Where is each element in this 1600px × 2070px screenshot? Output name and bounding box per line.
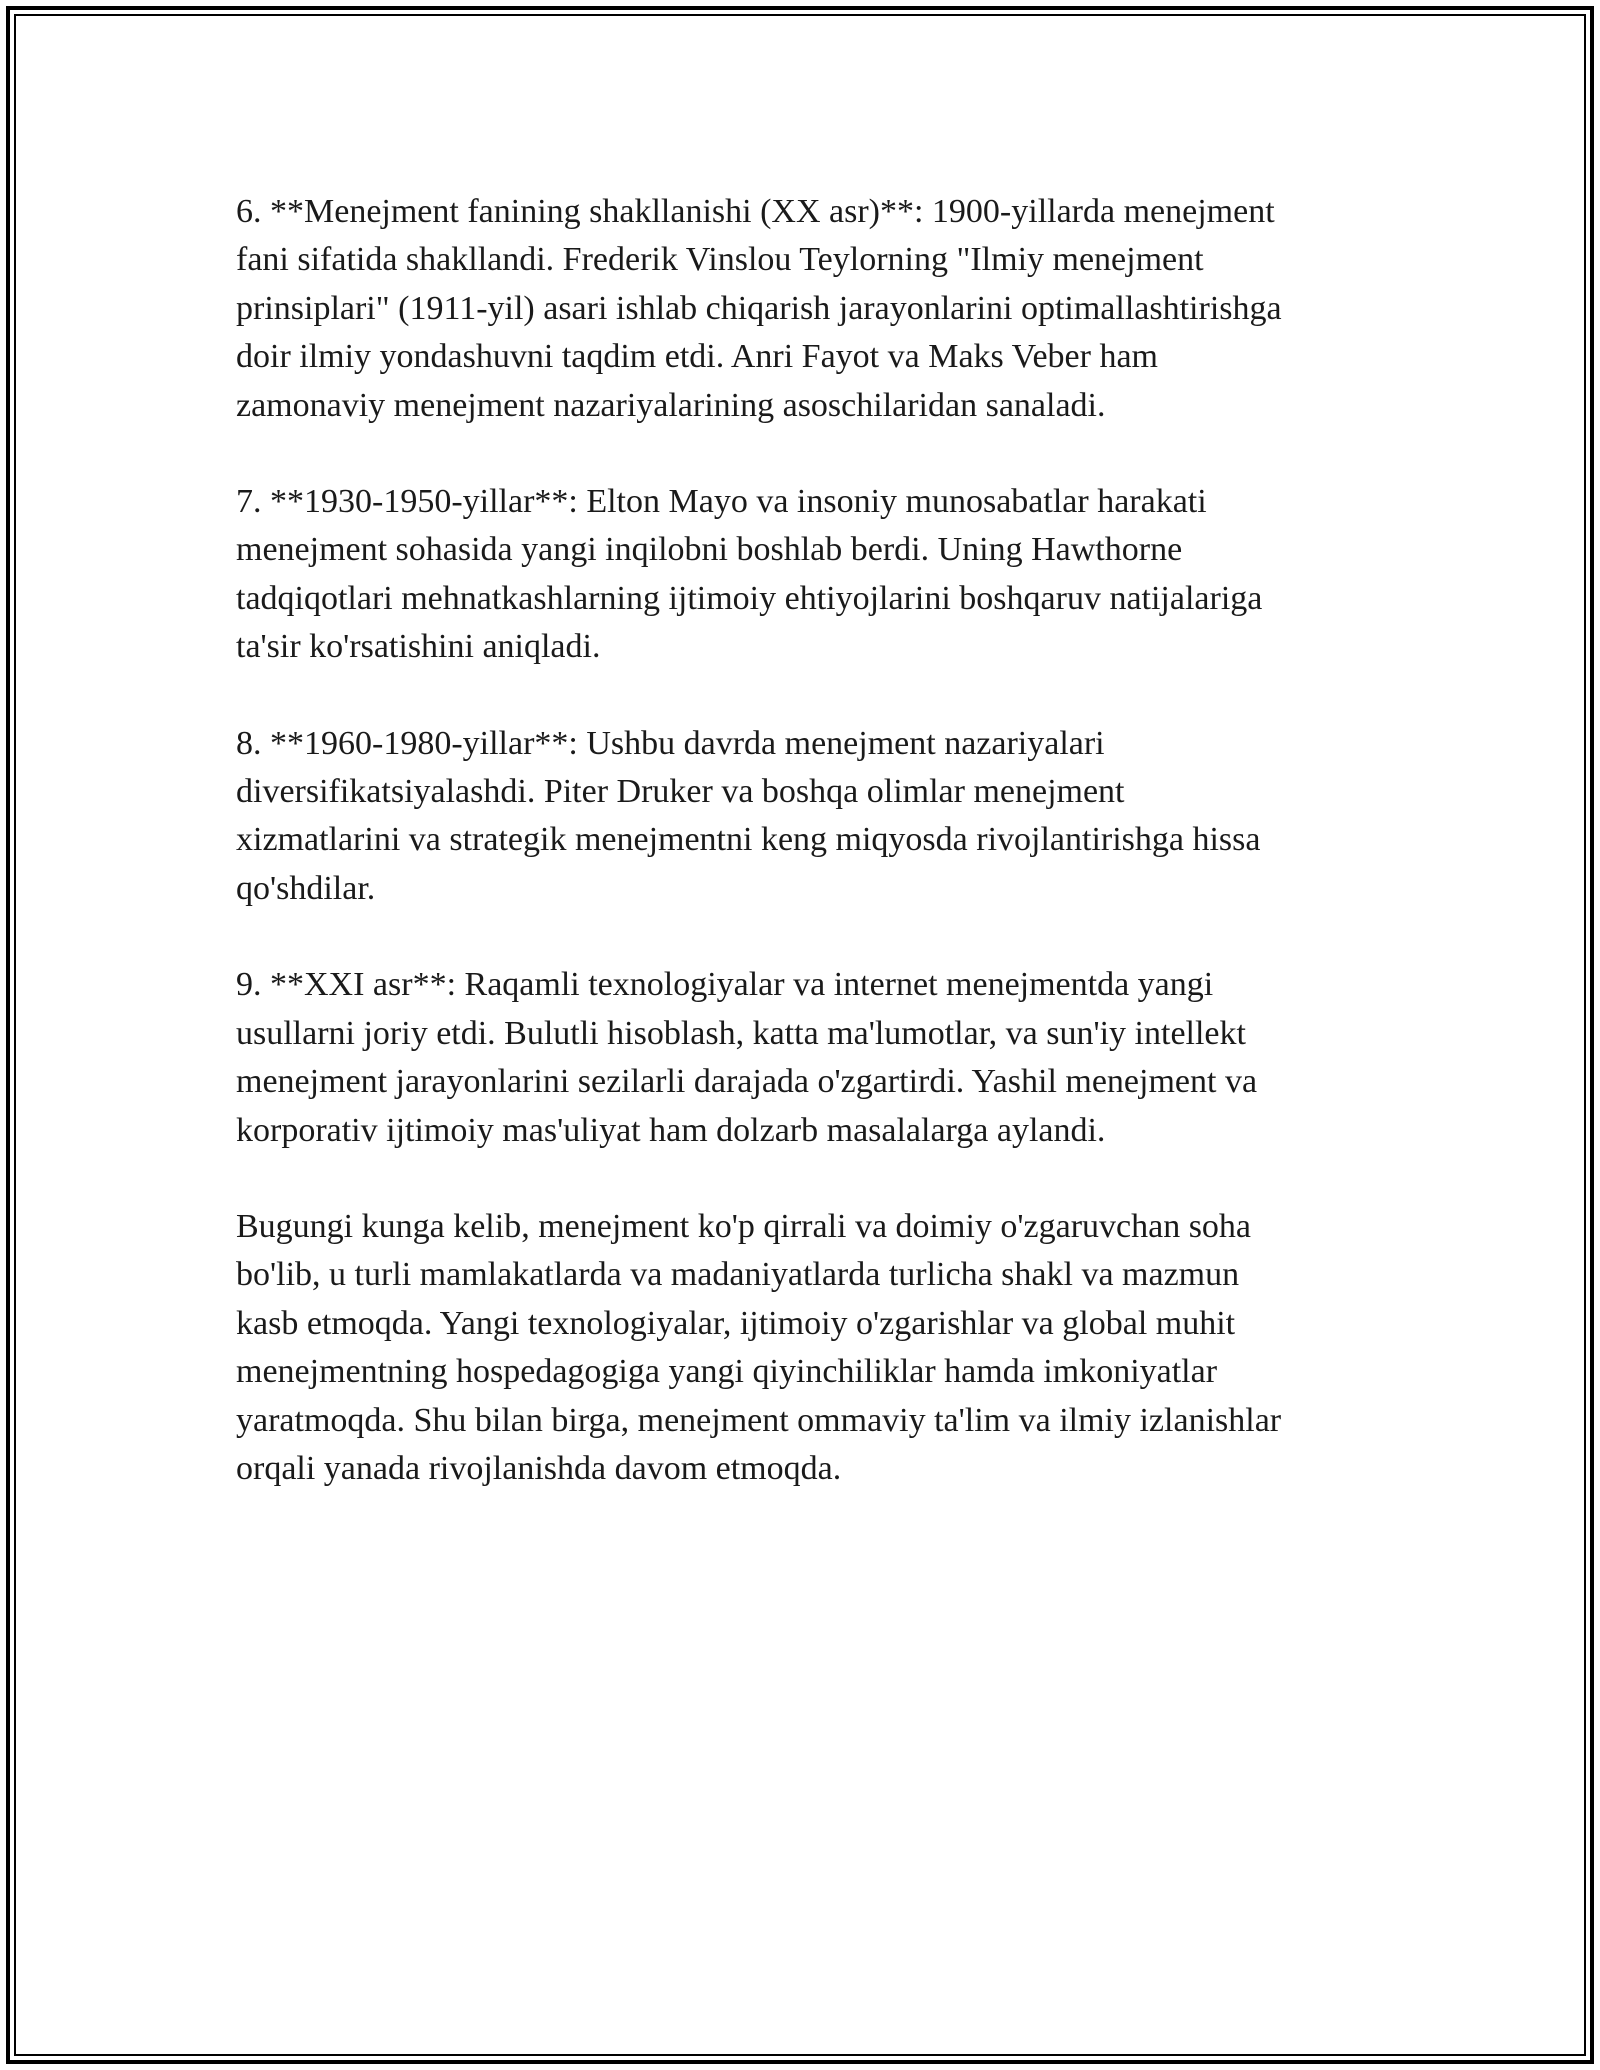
paragraph-8-1960-1980: 8. **1960-1980-yillar**: Ushbu davrda menejment nazariyalari diversifikatsiyalashdi. Piter Druker va boshqa olimlar menejment xizmatlarini va strategik menejmentni keng miqyosda rivojlantirishga hissa qo'shdilar. [236, 724, 1261, 907]
paragraph-6-management-science: 6. **Menejment fanining shakllanishi (XX asr)**: 1900-yillarda menejment fani sifatida shakllandi. Frederik Vinslou Teylorning "Ilmiy menejment prinsiplari" (1911-yil) asari ishlab chiqarish jarayonlarini optimallashtirishga doir ilmiy yondashuvni taqdim etdi. Anri Fayot va Maks Veber ham zamonaviy menejment nazariyalarining asoschilaridan sanaladi. [236, 193, 1282, 424]
paragraph-9-21st-century: 9. **XXI asr**: Raqamli texnologiyalar va internet menejmentda yangi usullarni joriy etdi. Bulutli hisoblash, katta ma'lumotlar, va sun'iy intellekt menejment jarayonlarini sezilarli darajada o'zgartirdi. Yashil menejment va korporativ ijtimoiy mas'uliyat ham dolzarb masalalarga aylandi. [236, 966, 1258, 1149]
paragraph-7-1930-1950: 7. **1930-1950-yillar**: Elton Mayo va insoniy munosabatlar harakati menejment sohasida yangi inqilobni boshlab berdi. Uning Hawthorne tadqiqotlari mehnatkashlarning ijtimoiy ehtiyojlarini boshqaruv natijalariga ta'sir ko'rsatishini aniqladi. [236, 483, 1263, 666]
document-body [236, 188, 1386, 1541]
paragraph-conclusion: Bugungi kunga kelib, menejment ko'p qirrali va doimiy o'zgaruvchan soha bo'lib, u turli mamlakatlarda va madaniyatlarda turlicha shakl va mazmun kasb etmoqda. Yangi texnologiyalar, ijtimoiy o'zgarishlar va global muhit menejmentning hospedagogiga yangi qiyinchiliklar hamda imkoniyatlar yaratmoqda. Shu bilan birga, menejment ommaviy ta'lim va ilmiy izlanishlar orqali yanada rivojlanishda davom etmoqda. [236, 1207, 1282, 1487]
